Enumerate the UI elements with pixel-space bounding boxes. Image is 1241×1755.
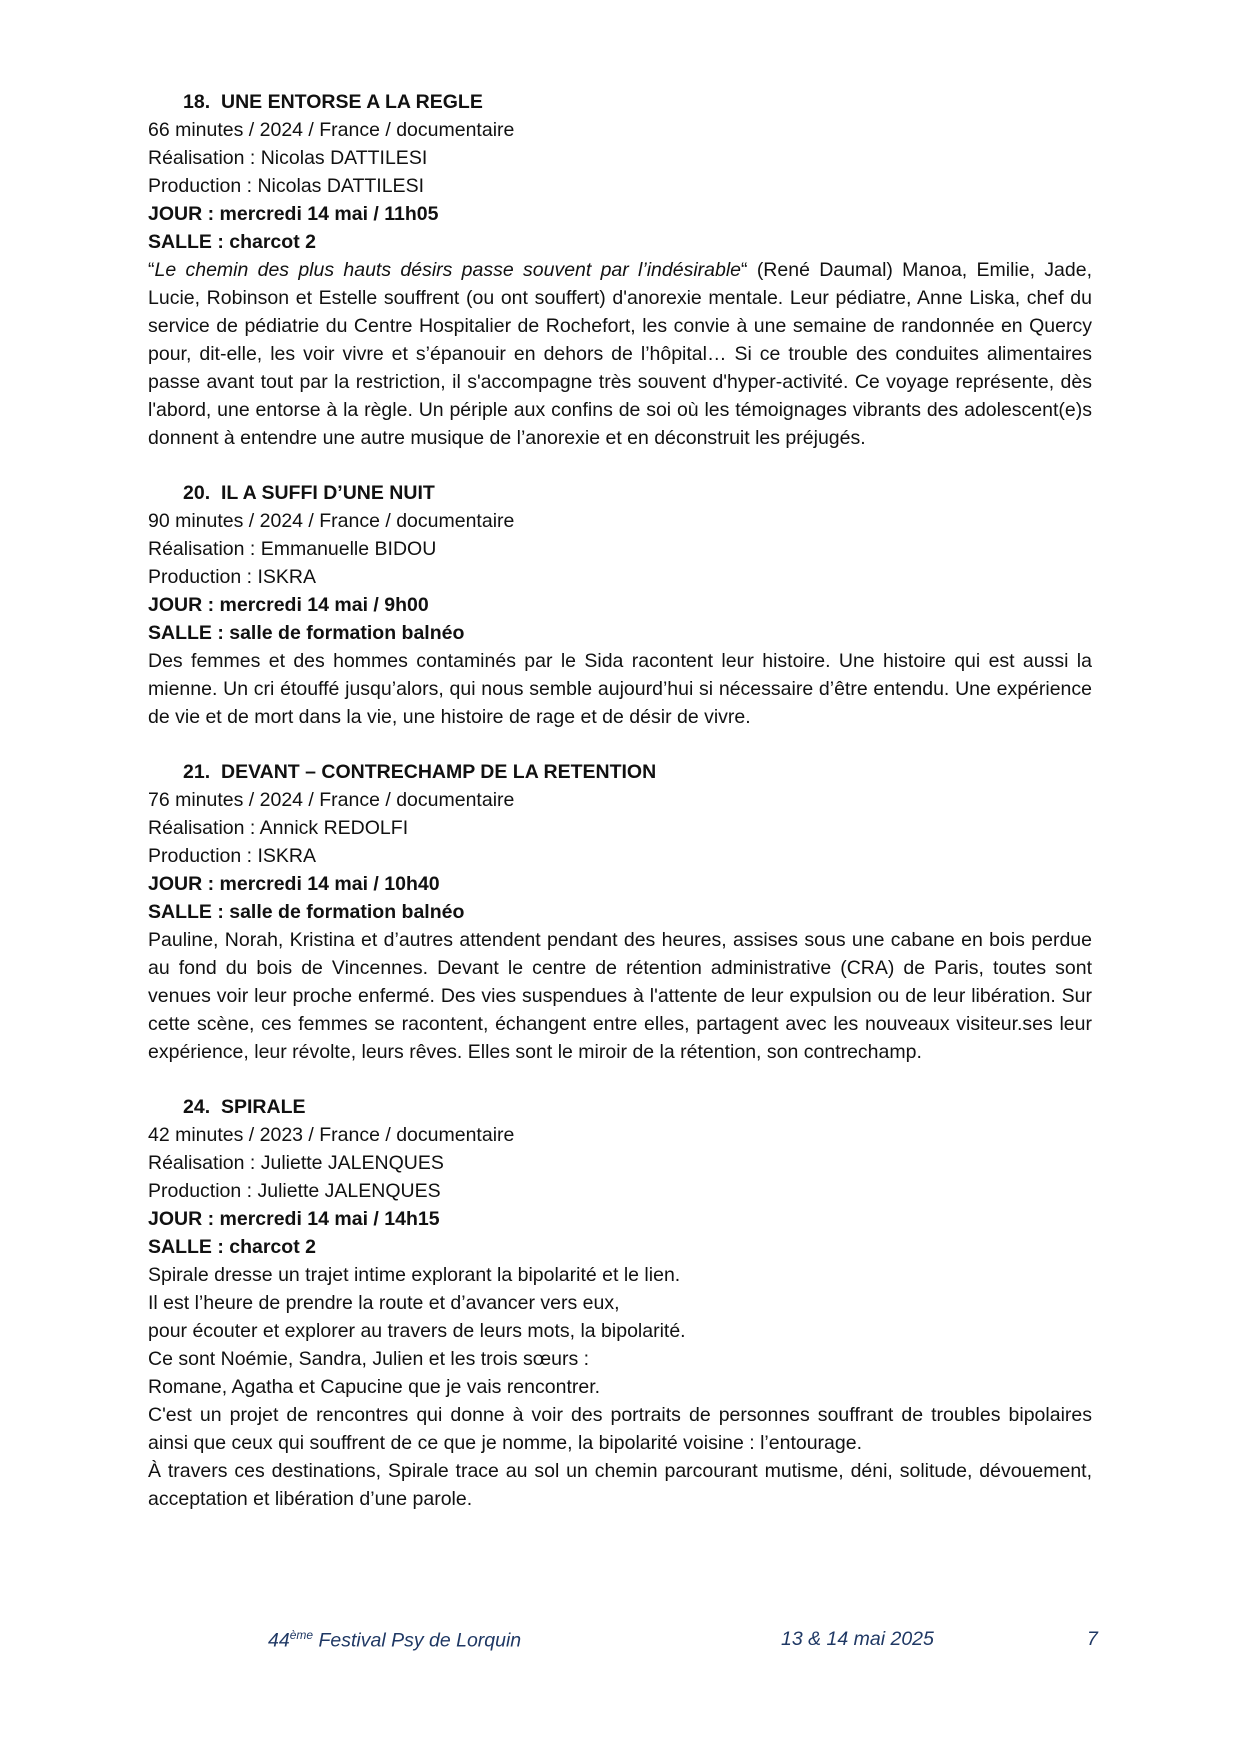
description-line: Il est l’heure de prendre la route et d’avancer vers eux, [148,1292,620,1314]
film-entry [148,1093,1092,1513]
film-description-text: (René Daumal) Manoa, Emilie, Jade, Lucie, Robinson et Estelle souffrent (ou ont souffert) d'anorexie mentale. Leur pédiatre, Anne Liska, chef du service de pédiatrie du Centre Hospitalier de Rochefort, les convie à une semaine de randonnée en Quercy pour, dit-elle, les voir vivre et s’épanouir en dehors de l’hôpital… Si ce trouble des conduites alimentaires passe avant tout par la restriction, il s'accompagne très souvent d'hyper-activité. Ce voyage représente, dès l'abord, une entorse à la règle. Un périple aux confins de soi où les témoignages vibrants des adolescent(e)s donnent à entendre une autre musique de l’anorexie et en déconstruit les préjugés. [148,259,1093,449]
film-jour: JOUR : mercredi 14 mai / 11h05 [148,203,439,225]
film-title-text: IL A SUFFI D’UNE NUIT [221,482,435,504]
description-line: Spirale dresse un trajet intime explorant la bipolarité et le lien. [148,1264,681,1286]
film-meta: 42 minutes / 2023 / France / documentaire [148,1124,515,1146]
film-entry [148,88,1092,452]
film-title-text: DEVANT – CONTRECHAMP DE LA RETENTION [221,761,657,783]
description-line: C'est un projet de rencontres qui donne à voir des portraits de personnes souffrant de troubles bipolaires ainsi que ceux qui souffrent de ce que je nomme, la bipolarité voisine : l’entourage. [148,1404,1092,1454]
film-number: 18. [183,91,211,113]
film-entry [148,758,1092,1066]
quote-open-mark: “ [148,259,155,281]
film-description [148,1261,1092,1513]
film-realisation: Réalisation : Juliette JALENQUES [148,1152,444,1174]
footer-festival [268,1628,521,1653]
film-realisation: Réalisation : Annick REDOLFI [148,817,409,839]
page-number: 7 [1087,1628,1098,1650]
film-salle: SALLE : charcot 2 [148,1236,316,1258]
film-production: Production : Juliette JALENQUES [148,1180,441,1202]
film-number: 20. [183,482,211,504]
film-production: Production : ISKRA [148,566,316,588]
film-title [148,1093,1092,1121]
film-description [148,647,1092,731]
film-description-text: Des femmes et des hommes contaminés par le Sida racontent leur histoire. Une histoire qui est aussi la mienne. Un cri étouffé jusqu’alors, qui nous semble aujourd’hui si nécessaire d’être entendu. Une expérience de vie et de mort dans la vie, une histoire de rage et de désir de vivre. [148,650,1092,728]
film-production: Production : Nicolas DATTILESI [148,175,424,197]
film-description-text: Pauline, Norah, Kristina et d’autres attendent pendant des heures, assises sous une cabane en bois perdue au fond du bois de Vincennes. Devant le centre de rétention administrative (CRA) de Paris, toutes sont venues voir leur proche enfermé. Des vies suspendues à l'attente de leur expulsion ou de leur libération. Sur cette scène, ces femmes se racontent, échangent entre elles, partagent avec les nouveaux visiteur.ses leur expérience, leur révolte, leurs rêves. Elles sont le miroir de la rétention, son contrechamp. [148,929,1092,1063]
film-jour: JOUR : mercredi 14 mai / 10h40 [148,873,440,895]
film-jour: JOUR : mercredi 14 mai / 9h00 [148,594,429,616]
film-number: 21. [183,761,211,783]
description-line: Ce sont Noémie, Sandra, Julien et les trois sœurs : [148,1348,590,1370]
film-production: Production : ISKRA [148,845,316,867]
film-salle: SALLE : charcot 2 [148,231,316,253]
description-line: Romane, Agatha et Capucine que je vais rencontrer. [148,1376,601,1398]
film-title [148,758,1092,786]
film-title [148,88,1092,116]
film-meta: 90 minutes / 2024 / France / documentaire [148,510,515,532]
film-entry [148,479,1092,731]
film-description [148,256,1092,452]
festival-number: 44 [268,1629,290,1652]
quote-close-mark: “ [741,259,748,281]
film-realisation: Réalisation : Emmanuelle BIDOU [148,538,437,560]
film-title-text: UNE ENTORSE A LA REGLE [221,91,483,113]
film-realisation: Réalisation : Nicolas DATTILESI [148,147,428,169]
footer-dates: 13 & 14 mai 2025 [781,1628,934,1650]
film-jour: JOUR : mercredi 14 mai / 14h15 [148,1208,440,1230]
film-salle: SALLE : salle de formation balnéo [148,622,465,644]
film-quote: Le chemin des plus hauts désirs passe souvent par l’indésirable [154,259,742,281]
film-meta: 76 minutes / 2024 / France / documentaire [148,789,515,811]
page-footer [0,1628,1241,1658]
film-description [148,926,1092,1066]
film-title-text: SPIRALE [221,1096,306,1118]
film-salle: SALLE : salle de formation balnéo [148,901,465,923]
film-meta: 66 minutes / 2024 / France / documentaire [148,119,515,141]
festival-suffix: ème [289,1628,314,1642]
document-page [148,88,1092,1540]
festival-name: Festival Psy de Lorquin [313,1629,522,1652]
description-line: À travers ces destinations, Spirale trace au sol un chemin parcourant mutisme, déni, solitude, dévouement, acceptation et libération d’une parole. [148,1460,1092,1510]
film-number: 24. [183,1096,211,1118]
film-title [148,479,1092,507]
description-line: pour écouter et explorer au travers de leurs mots, la bipolarité. [148,1320,686,1342]
